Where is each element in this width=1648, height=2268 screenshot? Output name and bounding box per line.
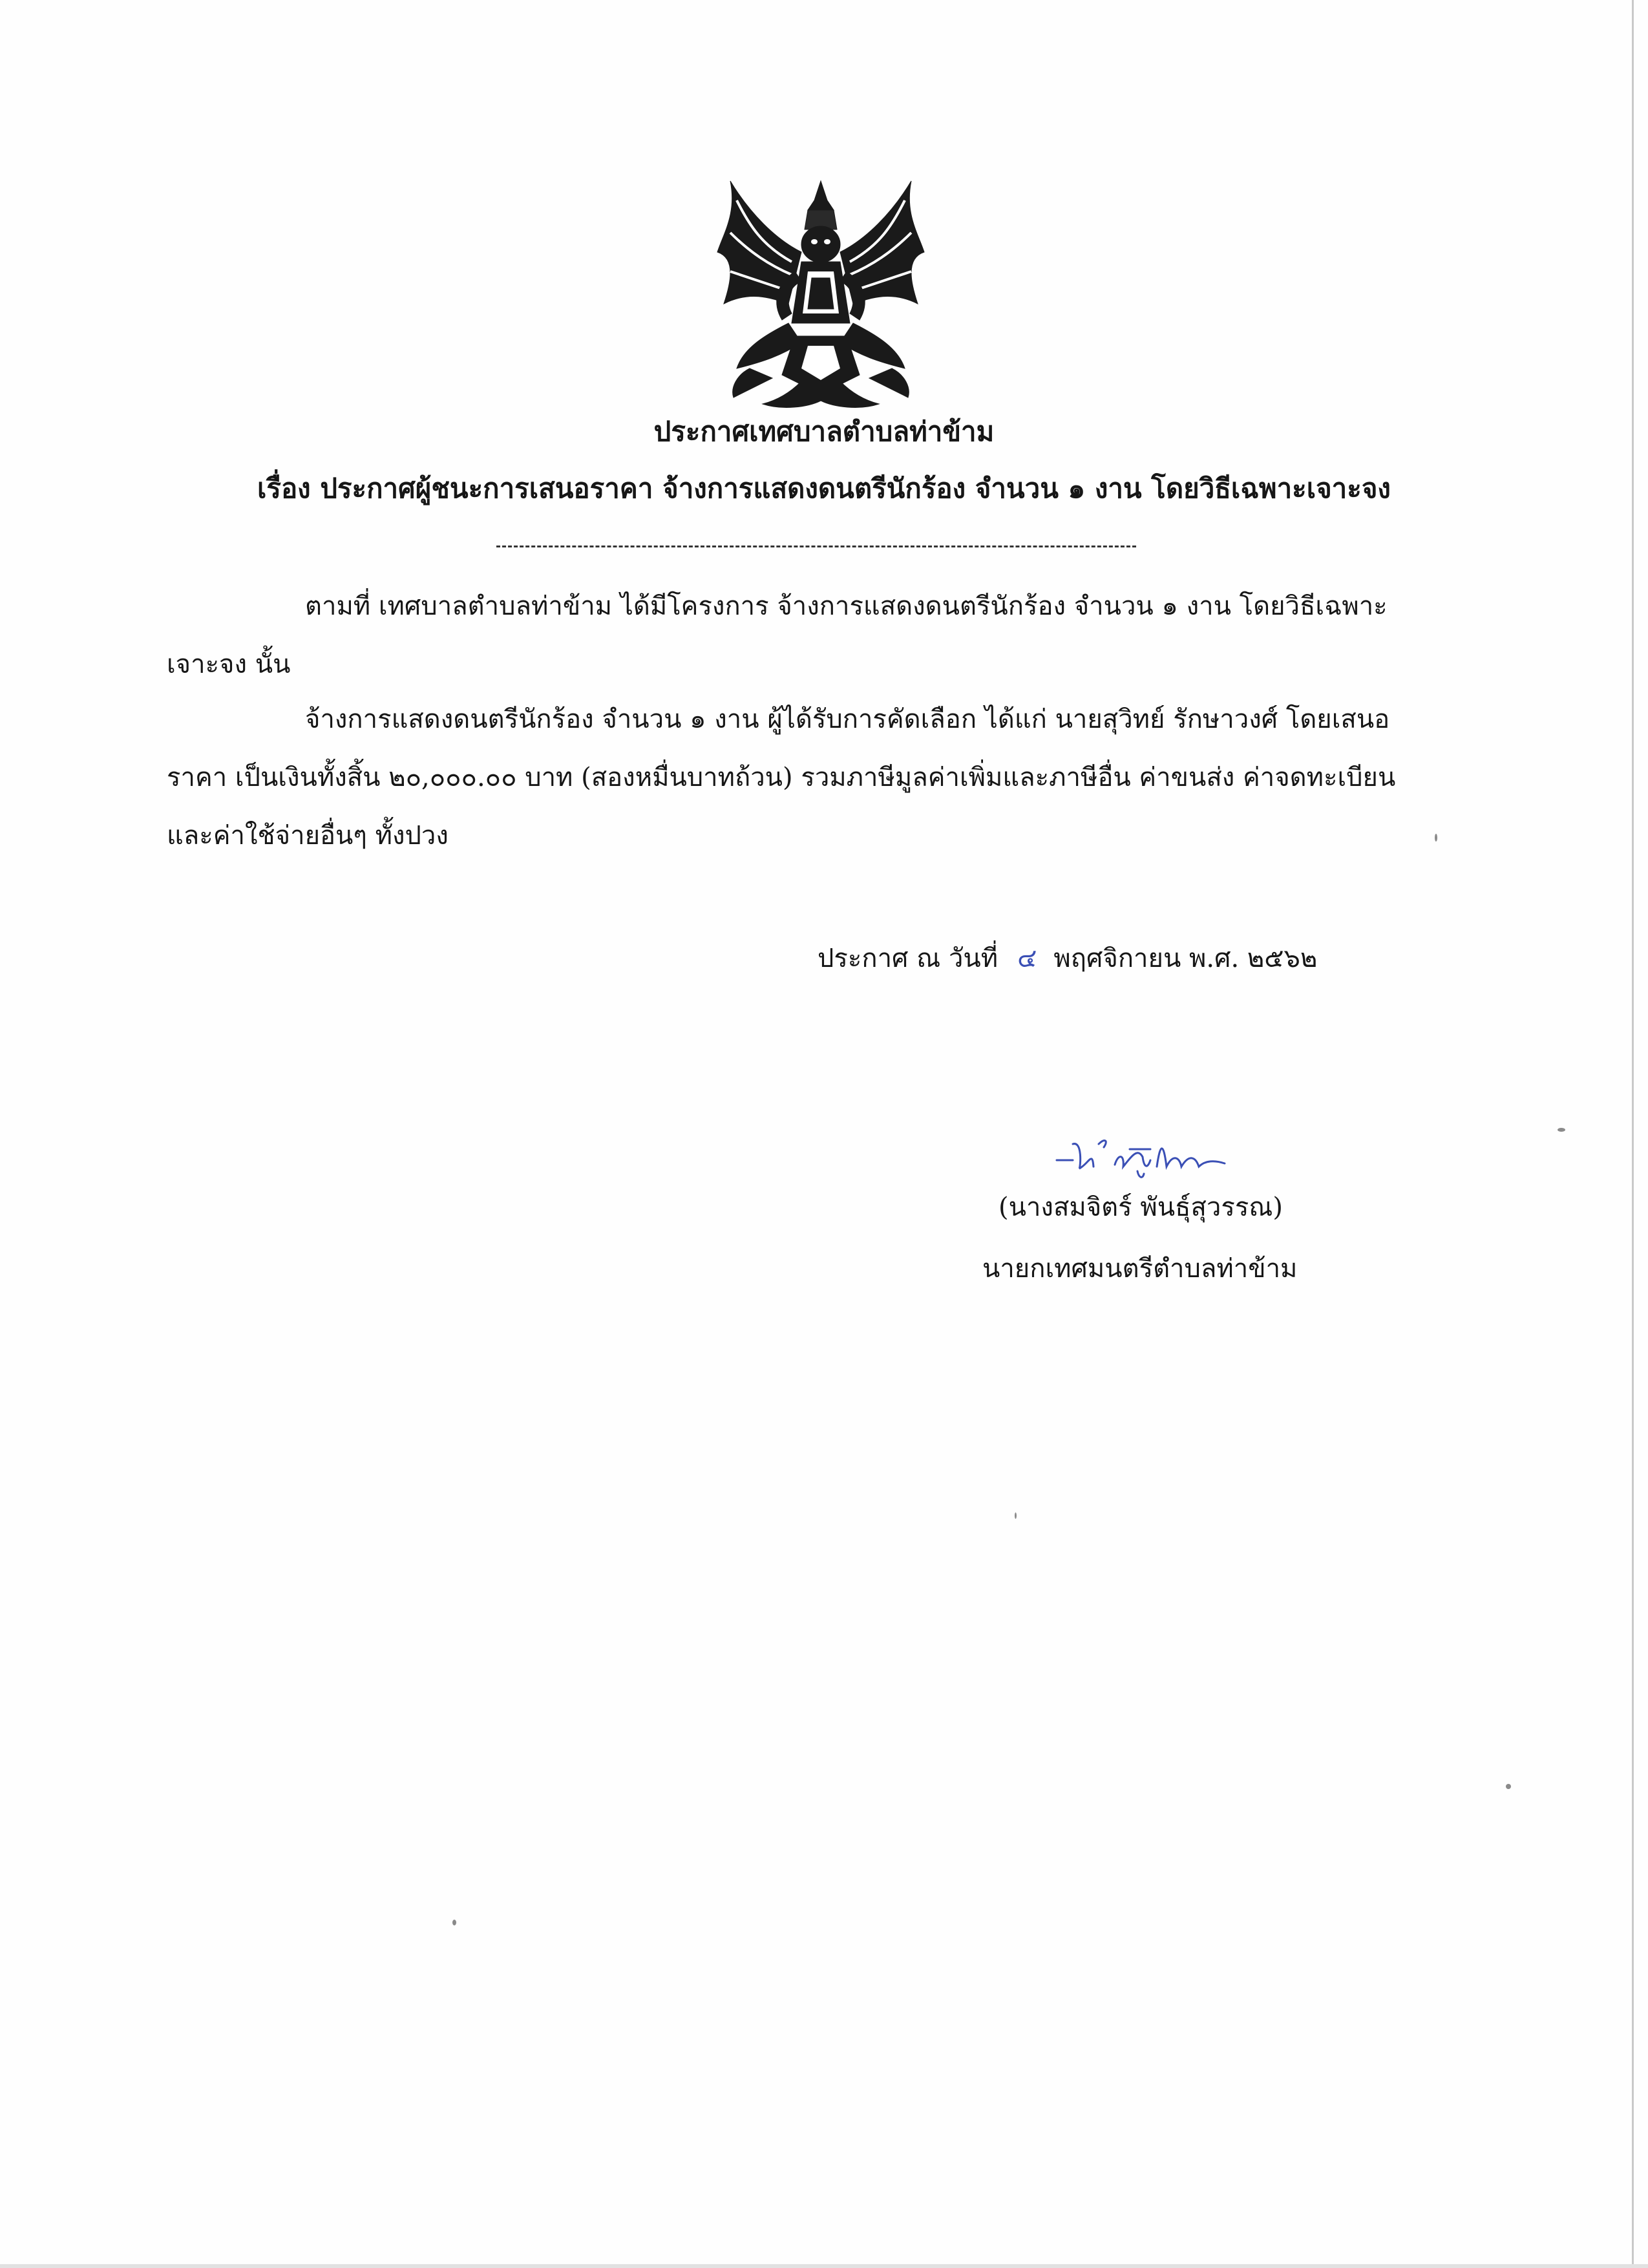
page-bottom-edge	[0, 2264, 1648, 2268]
scan-speck	[1015, 1512, 1017, 1519]
signer-position: นายกเทศมนตรีตำบลท่าข้าม	[982, 1254, 1298, 1284]
announcement-subject: เรื่อง ประกาศผู้ชนะการเสนอราคา จ้างการแสดงดนตรีนักร้อง จำนวน ๑ งาน โดยวิธีเฉพาะเจาะจง	[257, 472, 1391, 504]
paragraph-2-line-1: จ้างการแสดงดนตรีนักร้อง จำนวน ๑ งาน ผู้ได้รับการคัดเลือก ได้แก่ นายสุวิทย์ รักษาวงศ์ โดยเสนอ	[305, 705, 1390, 734]
scan-speck	[1506, 1784, 1511, 1789]
date-day-handwritten: ๔	[1017, 944, 1037, 973]
page-edge-shadow	[1632, 0, 1634, 2268]
paragraph-1-line-2: เจาะจง นั้น	[167, 650, 291, 679]
paragraph-2-line-2: ราคา เป็นเงินทั้งสิ้น ๒๐,๐๐๐.๐๐ บาท (สองหมื่นบาทถ้วน) รวมภาษีมูลค่าเพิ่มและภาษีอื่น ค่าขนส่ง ค่าจดทะเบียน	[167, 763, 1396, 792]
scan-speck	[1558, 1128, 1565, 1132]
scan-speck	[452, 1920, 456, 1925]
date-month-year: พฤศจิกายน พ.ศ. ๒๕๖๒	[1053, 944, 1318, 973]
announcement-title: ประกาศเทศบาลตำบลท่าข้าม	[653, 416, 995, 447]
signature-icon	[1053, 1131, 1231, 1183]
separator-line	[496, 546, 1136, 547]
garuda-emblem-icon	[711, 175, 931, 414]
scan-speck	[1435, 834, 1437, 842]
paragraph-2-line-3: และค่าใช้จ่ายอื่นๆ ทั้งปวง	[167, 821, 449, 851]
signer-name: (นางสมจิตร์ พันธุ์สุวรรณ)	[998, 1192, 1284, 1222]
announcement-date	[818, 940, 1317, 977]
date-prefix: ประกาศ ณ วันที่	[818, 944, 998, 973]
paragraph-1-line-1: ตามที่ เทศบาลตำบลท่าข้าม ได้มีโครงการ จ้างการแสดงดนตรีนักร้อง จำนวน ๑ งาน โดยวิธีเฉพาะ	[305, 591, 1388, 621]
